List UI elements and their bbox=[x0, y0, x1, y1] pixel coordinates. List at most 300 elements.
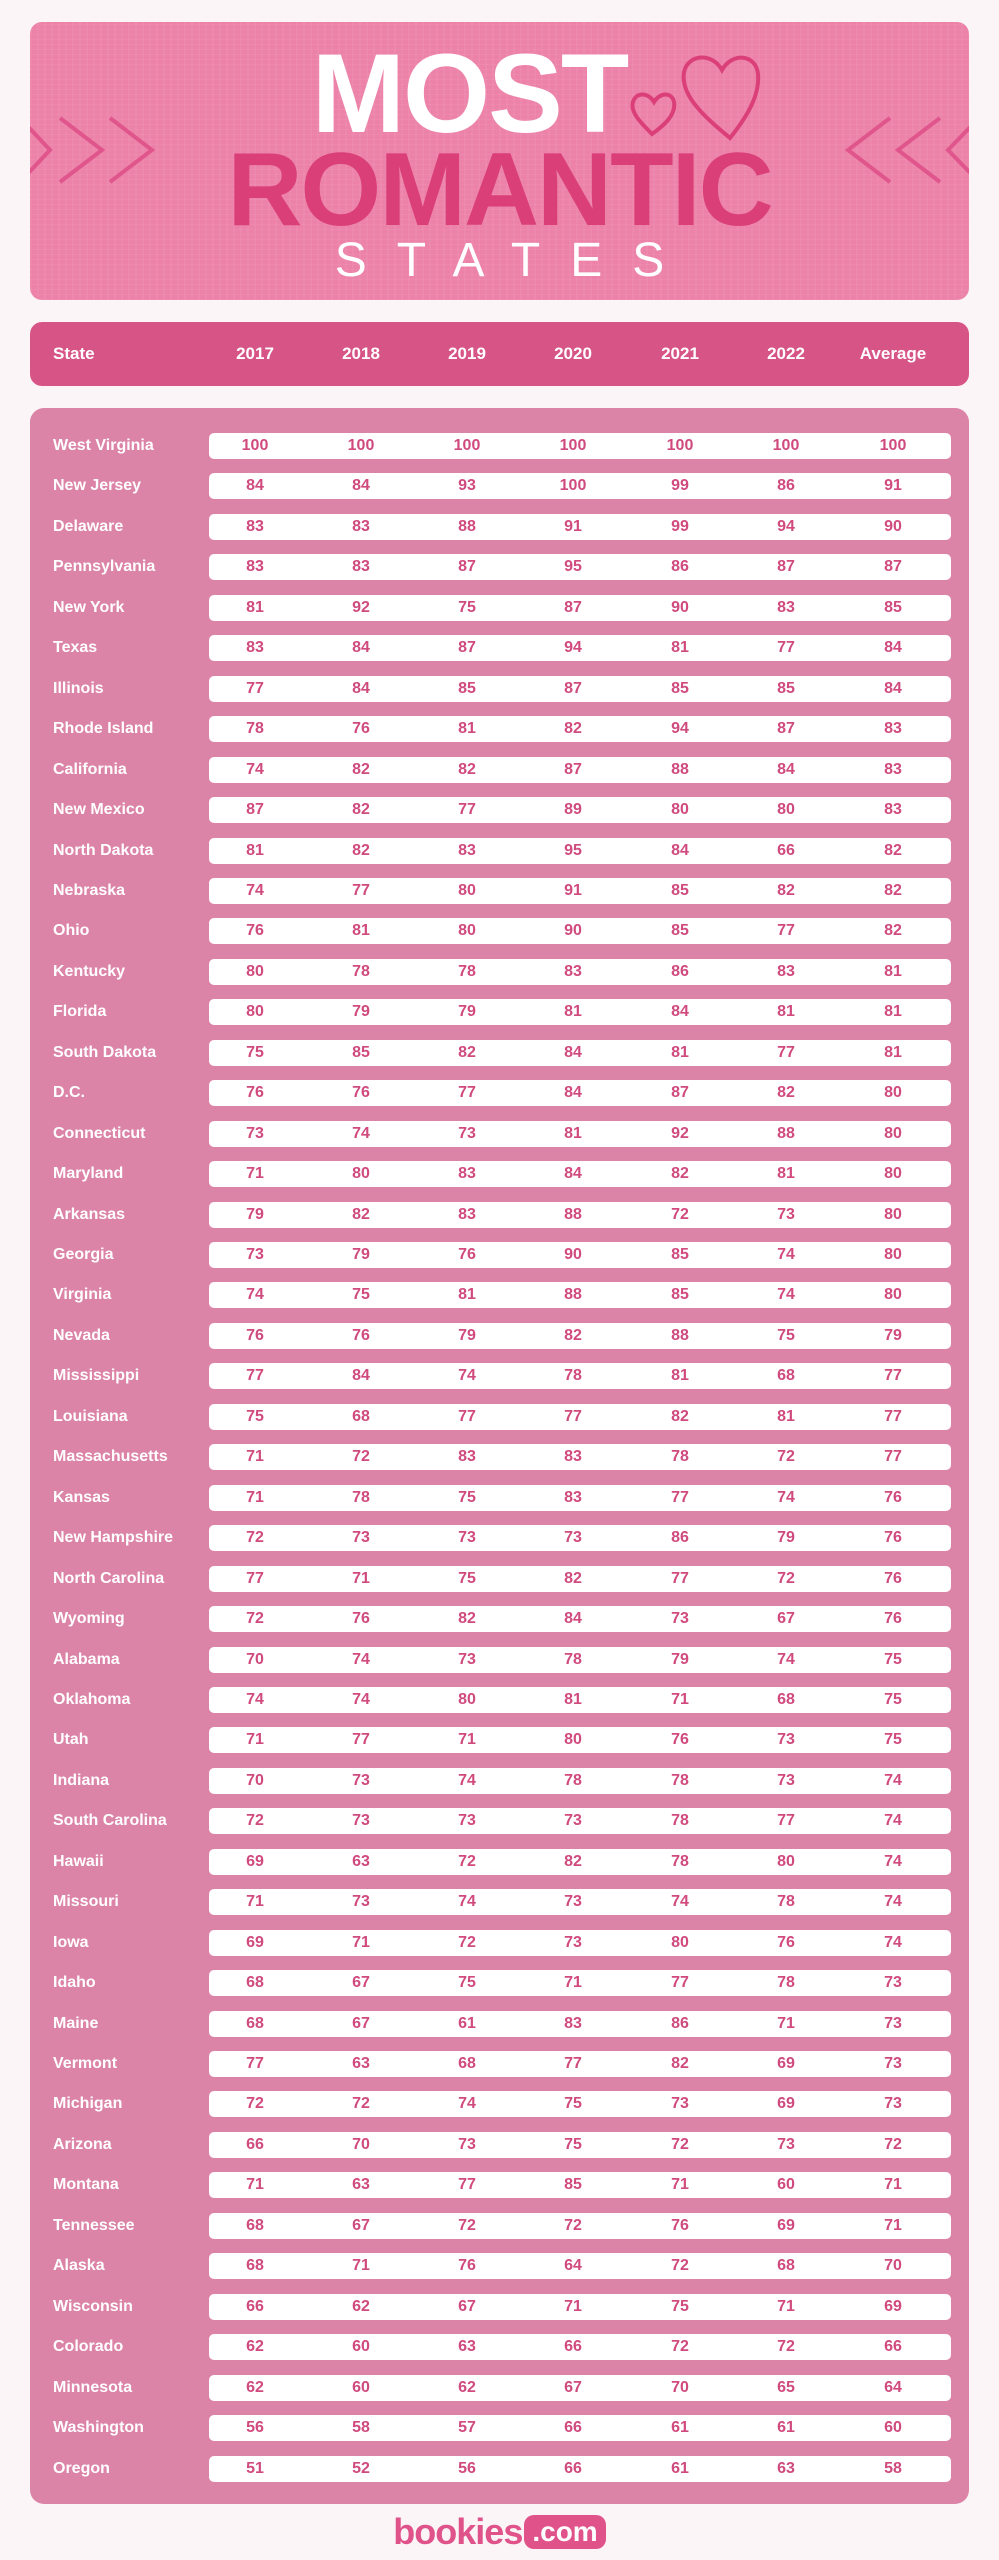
score-average: 75 bbox=[884, 1731, 902, 1749]
score-2017: 75 bbox=[246, 1043, 264, 1061]
score-2019: 81 bbox=[458, 1286, 476, 1304]
score-pill bbox=[209, 838, 951, 864]
table-row bbox=[30, 1363, 969, 1403]
score-2019: 75 bbox=[458, 1488, 476, 1506]
score-2021: 70 bbox=[671, 2378, 689, 2396]
title-banner bbox=[30, 22, 969, 300]
state-name: Idaho bbox=[53, 1974, 96, 1992]
state-name: Utah bbox=[53, 1731, 89, 1749]
score-2022: 77 bbox=[777, 639, 795, 657]
score-average: 71 bbox=[884, 2176, 902, 2194]
table-row bbox=[30, 514, 969, 554]
state-name: Delaware bbox=[53, 517, 124, 535]
score-2019: 74 bbox=[458, 1367, 476, 1385]
score-average: 84 bbox=[884, 639, 902, 657]
score-2020: 83 bbox=[564, 1448, 582, 1466]
score-2019: 100 bbox=[453, 437, 481, 454]
table-row bbox=[30, 878, 969, 918]
state-name: Rhode Island bbox=[53, 720, 154, 738]
score-pill bbox=[209, 878, 951, 904]
score-2018: 52 bbox=[352, 2459, 370, 2477]
score-2020: 84 bbox=[564, 1610, 582, 1628]
score-pill bbox=[209, 635, 951, 661]
state-name: Vermont bbox=[53, 2055, 118, 2072]
score-2022: 100 bbox=[772, 437, 800, 454]
score-2018: 63 bbox=[352, 2176, 370, 2194]
table-row bbox=[30, 1121, 969, 1161]
table-row bbox=[30, 1687, 969, 1727]
score-2021: 84 bbox=[671, 841, 689, 859]
state-name: Kentucky bbox=[53, 962, 126, 980]
score-2020: 75 bbox=[564, 2135, 582, 2153]
score-2022: 74 bbox=[777, 1246, 795, 1263]
score-2019: 56 bbox=[458, 2459, 476, 2477]
score-2022: 71 bbox=[777, 2014, 795, 2032]
score-2018: 60 bbox=[352, 2338, 370, 2356]
score-2019: 63 bbox=[458, 2338, 476, 2356]
score-2019: 79 bbox=[458, 1003, 476, 1021]
state-name: Kansas bbox=[53, 1488, 110, 1506]
state-name: Tennessee bbox=[53, 2216, 135, 2234]
score-pill bbox=[209, 1849, 951, 1875]
score-average: 73 bbox=[884, 2095, 902, 2113]
score-2020: 75 bbox=[564, 2095, 582, 2113]
score-pill bbox=[209, 797, 951, 823]
score-average: 80 bbox=[884, 1124, 902, 1142]
score-2017: 79 bbox=[246, 1205, 264, 1223]
score-2021: 76 bbox=[671, 2216, 689, 2234]
state-name: North Dakota bbox=[53, 841, 154, 859]
state-name: Connecticut bbox=[53, 1124, 146, 1142]
score-pill bbox=[209, 1768, 951, 1794]
state-name: North Carolina bbox=[53, 1569, 165, 1587]
score-2020: 94 bbox=[564, 639, 582, 657]
score-pill bbox=[209, 2172, 951, 2198]
table-row bbox=[30, 2294, 969, 2334]
score-pill bbox=[209, 2213, 951, 2239]
state-name: Pennsylvania bbox=[53, 558, 156, 576]
score-average: 82 bbox=[884, 922, 902, 940]
table-row bbox=[30, 676, 969, 716]
score-2020: 100 bbox=[559, 437, 587, 454]
score-2020: 83 bbox=[564, 962, 582, 980]
table-row bbox=[30, 1161, 969, 1201]
score-2022: 69 bbox=[777, 2055, 795, 2072]
score-2018: 63 bbox=[352, 2055, 370, 2072]
score-2018: 73 bbox=[352, 1529, 370, 1547]
score-2019: 82 bbox=[458, 1043, 476, 1061]
score-2020: 73 bbox=[564, 1529, 582, 1547]
bookies-logo bbox=[0, 2512, 999, 2552]
state-name: Nevada bbox=[53, 1326, 110, 1344]
state-name: Alabama bbox=[53, 1650, 120, 1668]
score-2021: 71 bbox=[671, 1690, 689, 1708]
table-row bbox=[30, 2456, 969, 2496]
score-2017: 69 bbox=[246, 1852, 264, 1870]
score-2019: 76 bbox=[458, 1246, 476, 1263]
score-average: 75 bbox=[884, 1690, 902, 1708]
title-romantic: ROMANTIC bbox=[227, 132, 772, 248]
score-2017: 68 bbox=[246, 2014, 264, 2032]
score-average: 84 bbox=[884, 679, 902, 697]
score-average: 81 bbox=[884, 1003, 902, 1021]
score-2019: 80 bbox=[458, 922, 476, 940]
score-2019: 74 bbox=[458, 2095, 476, 2113]
score-2018: 92 bbox=[352, 598, 370, 616]
score-2019: 73 bbox=[458, 1650, 476, 1668]
score-2017: 80 bbox=[246, 1003, 264, 1021]
score-2017: 62 bbox=[246, 2378, 264, 2396]
score-2021: 86 bbox=[671, 2014, 689, 2032]
score-average: 76 bbox=[884, 1529, 902, 1547]
score-2017: 74 bbox=[246, 760, 264, 778]
score-2018: 85 bbox=[352, 1043, 370, 1061]
score-2022: 82 bbox=[777, 1084, 795, 1102]
header-average: Average bbox=[859, 344, 927, 363]
score-2021: 81 bbox=[671, 1043, 689, 1061]
score-2018: 76 bbox=[352, 1084, 370, 1102]
score-2021: 82 bbox=[671, 2055, 689, 2072]
score-average: 82 bbox=[884, 841, 902, 859]
score-2021: 78 bbox=[671, 1852, 689, 1870]
score-2020: 81 bbox=[564, 1690, 582, 1708]
score-pill bbox=[209, 1161, 951, 1187]
score-2018: 79 bbox=[352, 1003, 370, 1021]
score-2018: 72 bbox=[352, 2095, 370, 2113]
score-2021: 86 bbox=[671, 558, 689, 576]
score-2017: 100 bbox=[241, 437, 269, 454]
score-2017: 75 bbox=[246, 1407, 264, 1425]
score-2018: 58 bbox=[352, 2419, 370, 2437]
score-2022: 61 bbox=[777, 2419, 795, 2437]
score-2021: 78 bbox=[671, 1448, 689, 1466]
score-2017: 71 bbox=[246, 1488, 264, 1506]
score-average: 73 bbox=[884, 1974, 902, 1992]
score-2021: 88 bbox=[671, 760, 689, 778]
score-2020: 73 bbox=[564, 1933, 582, 1951]
score-2017: 71 bbox=[246, 1165, 264, 1183]
score-2021: 85 bbox=[671, 1246, 689, 1263]
table-row bbox=[30, 2091, 969, 2131]
score-2017: 77 bbox=[246, 1569, 264, 1587]
score-2017: 70 bbox=[246, 1771, 264, 1789]
state-name: Texas bbox=[53, 639, 98, 657]
header-2020: 2020 bbox=[554, 344, 592, 363]
score-2017: 77 bbox=[246, 679, 264, 697]
score-2020: 81 bbox=[564, 1124, 582, 1142]
score-2018: 71 bbox=[352, 2257, 370, 2275]
score-2021: 75 bbox=[671, 2297, 689, 2315]
score-2020: 84 bbox=[564, 1084, 582, 1102]
state-name: Colorado bbox=[53, 2338, 124, 2356]
score-pill bbox=[209, 1080, 951, 1106]
score-pill bbox=[209, 1606, 951, 1632]
table-row bbox=[30, 2415, 969, 2455]
score-2018: 76 bbox=[352, 1610, 370, 1628]
table-row bbox=[30, 1444, 969, 1484]
state-name: Alaska bbox=[53, 2257, 105, 2275]
score-average: 73 bbox=[884, 2055, 902, 2072]
table-row bbox=[30, 838, 969, 878]
score-average: 73 bbox=[884, 2014, 902, 2032]
score-2020: 85 bbox=[564, 2176, 582, 2194]
table-row bbox=[30, 2051, 969, 2091]
score-2022: 77 bbox=[777, 1043, 795, 1061]
table-row bbox=[30, 1080, 969, 1120]
table-row bbox=[30, 1040, 969, 1080]
score-2021: 71 bbox=[671, 2176, 689, 2194]
score-2021: 78 bbox=[671, 1812, 689, 1830]
score-2019: 68 bbox=[458, 2055, 476, 2072]
score-average: 83 bbox=[884, 760, 902, 778]
score-2017: 83 bbox=[246, 517, 264, 535]
score-average: 64 bbox=[884, 2378, 902, 2396]
score-average: 85 bbox=[884, 598, 902, 616]
score-2022: 60 bbox=[777, 2176, 795, 2194]
score-2017: 74 bbox=[246, 1690, 264, 1708]
score-2022: 78 bbox=[777, 1974, 795, 1992]
score-2018: 84 bbox=[352, 679, 370, 697]
score-2021: 77 bbox=[671, 1569, 689, 1587]
score-2019: 83 bbox=[458, 1448, 476, 1466]
state-name: New Mexico bbox=[53, 801, 145, 819]
score-2018: 82 bbox=[352, 841, 370, 859]
score-2019: 73 bbox=[458, 1124, 476, 1142]
score-pill bbox=[209, 2375, 951, 2401]
score-2017: 77 bbox=[246, 2055, 264, 2072]
score-2022: 63 bbox=[777, 2459, 795, 2477]
table-row bbox=[30, 635, 969, 675]
score-2021: 100 bbox=[666, 437, 694, 454]
table-row bbox=[30, 1727, 969, 1767]
score-pill bbox=[209, 1404, 951, 1430]
state-name: Washington bbox=[53, 2419, 144, 2437]
score-2021: 82 bbox=[671, 1407, 689, 1425]
score-average: 74 bbox=[884, 1771, 902, 1789]
state-name: D.C. bbox=[53, 1084, 85, 1102]
score-pill bbox=[209, 1687, 951, 1713]
score-pill bbox=[209, 1970, 951, 1996]
score-2019: 72 bbox=[458, 1933, 476, 1951]
score-2020: 83 bbox=[564, 2014, 582, 2032]
state-name: South Dakota bbox=[53, 1043, 157, 1061]
score-average: 77 bbox=[884, 1448, 902, 1466]
score-2017: 68 bbox=[246, 2257, 264, 2275]
state-name: Indiana bbox=[53, 1771, 110, 1789]
table-row bbox=[30, 1768, 969, 1808]
state-name: Florida bbox=[53, 1003, 107, 1021]
title-states: STATES bbox=[334, 234, 695, 287]
score-2018: 84 bbox=[352, 639, 370, 657]
score-2019: 61 bbox=[458, 2014, 476, 2032]
score-2019: 74 bbox=[458, 1893, 476, 1911]
logo-badge: .com bbox=[524, 2515, 605, 2549]
score-2020: 90 bbox=[564, 1246, 582, 1263]
score-pill bbox=[209, 2091, 951, 2117]
score-average: 91 bbox=[884, 477, 902, 495]
score-2021: 72 bbox=[671, 2257, 689, 2275]
score-2020: 84 bbox=[564, 1165, 582, 1183]
score-2017: 71 bbox=[246, 1731, 264, 1749]
score-pill bbox=[209, 1323, 951, 1349]
score-2019: 82 bbox=[458, 760, 476, 778]
state-name: Missouri bbox=[53, 1893, 119, 1911]
score-2022: 77 bbox=[777, 1812, 795, 1830]
score-2018: 72 bbox=[352, 1448, 370, 1466]
score-2018: 82 bbox=[352, 1205, 370, 1223]
state-name: New Hampshire bbox=[53, 1529, 174, 1547]
score-2022: 77 bbox=[777, 922, 795, 940]
score-2019: 77 bbox=[458, 1084, 476, 1102]
score-2018: 84 bbox=[352, 477, 370, 495]
score-2022: 73 bbox=[777, 2135, 795, 2153]
score-2019: 85 bbox=[458, 679, 476, 697]
state-name: Minnesota bbox=[53, 2378, 133, 2396]
score-pill bbox=[209, 514, 951, 540]
score-average: 80 bbox=[884, 1084, 902, 1102]
score-2017: 73 bbox=[246, 1124, 264, 1142]
score-2018: 73 bbox=[352, 1812, 370, 1830]
score-2022: 73 bbox=[777, 1771, 795, 1789]
score-2022: 66 bbox=[777, 841, 795, 859]
score-2019: 73 bbox=[458, 1812, 476, 1830]
state-name: Louisiana bbox=[53, 1407, 128, 1425]
score-2017: 76 bbox=[246, 1326, 264, 1344]
table-row bbox=[30, 1404, 969, 1444]
score-2021: 85 bbox=[671, 881, 689, 899]
score-average: 75 bbox=[884, 1650, 902, 1668]
score-pill bbox=[209, 1242, 951, 1268]
score-2018: 84 bbox=[352, 1367, 370, 1385]
table-row bbox=[30, 1566, 969, 1606]
score-2019: 83 bbox=[458, 841, 476, 859]
score-2019: 81 bbox=[458, 720, 476, 738]
score-2022: 78 bbox=[777, 1893, 795, 1911]
score-2020: 72 bbox=[564, 2216, 582, 2234]
table-row bbox=[30, 1930, 969, 1970]
score-2018: 82 bbox=[352, 801, 370, 819]
score-2018: 81 bbox=[352, 922, 370, 940]
score-2019: 74 bbox=[458, 1771, 476, 1789]
score-2018: 78 bbox=[352, 1488, 370, 1506]
table-row bbox=[30, 1242, 969, 1282]
score-2018: 70 bbox=[352, 2135, 370, 2153]
score-2020: 100 bbox=[559, 477, 587, 495]
score-2018: 60 bbox=[352, 2378, 370, 2396]
score-2022: 79 bbox=[777, 1529, 795, 1547]
score-pill bbox=[209, 2294, 951, 2320]
table-row bbox=[30, 2253, 969, 2293]
table-row bbox=[30, 1606, 969, 1646]
score-2019: 76 bbox=[458, 2257, 476, 2275]
score-2021: 81 bbox=[671, 639, 689, 657]
score-pill bbox=[209, 1647, 951, 1673]
state-name: Illinois bbox=[53, 679, 104, 697]
score-pill bbox=[209, 554, 951, 580]
score-2018: 74 bbox=[352, 1690, 370, 1708]
score-2017: 68 bbox=[246, 1974, 264, 1992]
state-name: California bbox=[53, 760, 127, 778]
score-2017: 87 bbox=[246, 801, 264, 819]
score-2018: 62 bbox=[352, 2297, 370, 2315]
score-average: 74 bbox=[884, 1933, 902, 1951]
score-2020: 66 bbox=[564, 2459, 582, 2477]
table-row bbox=[30, 554, 969, 594]
score-pill bbox=[209, 473, 951, 499]
score-2020: 91 bbox=[564, 881, 582, 899]
table-row bbox=[30, 757, 969, 797]
header-2021: 2021 bbox=[661, 344, 699, 363]
score-average: 100 bbox=[879, 437, 907, 454]
table-row bbox=[30, 473, 969, 513]
score-2017: 56 bbox=[246, 2419, 264, 2437]
score-pill bbox=[209, 1727, 951, 1753]
score-average: 79 bbox=[884, 1326, 902, 1344]
score-2022: 69 bbox=[777, 2095, 795, 2113]
state-name: Oklahoma bbox=[53, 1690, 131, 1708]
score-2019: 87 bbox=[458, 639, 476, 657]
score-2021: 80 bbox=[671, 801, 689, 819]
score-2018: 67 bbox=[352, 1974, 370, 1992]
state-name: Montana bbox=[53, 2176, 119, 2194]
score-2019: 79 bbox=[458, 1326, 476, 1344]
state-name: Nebraska bbox=[53, 881, 126, 899]
score-average: 80 bbox=[884, 1165, 902, 1183]
score-pill bbox=[209, 999, 951, 1025]
score-average: 80 bbox=[884, 1246, 902, 1263]
score-2022: 81 bbox=[777, 1165, 795, 1183]
state-name: West Virginia bbox=[53, 437, 154, 454]
score-2022: 72 bbox=[777, 2338, 795, 2356]
score-2018: 73 bbox=[352, 1893, 370, 1911]
score-2019: 77 bbox=[458, 1407, 476, 1425]
score-pill bbox=[209, 1202, 951, 1228]
table-row bbox=[30, 1323, 969, 1363]
score-2021: 85 bbox=[671, 922, 689, 940]
score-average: 76 bbox=[884, 1569, 902, 1587]
score-2017: 73 bbox=[246, 1246, 264, 1263]
score-pill bbox=[209, 2415, 951, 2441]
score-2018: 67 bbox=[352, 2014, 370, 2032]
table-row bbox=[30, 1647, 969, 1687]
score-pill bbox=[209, 1363, 951, 1389]
score-2020: 83 bbox=[564, 1488, 582, 1506]
score-2020: 82 bbox=[564, 720, 582, 738]
score-2021: 82 bbox=[671, 1165, 689, 1183]
score-2022: 75 bbox=[777, 1326, 795, 1344]
table-row bbox=[30, 1525, 969, 1565]
table-row bbox=[30, 918, 969, 958]
table-row bbox=[30, 1970, 969, 2010]
score-2019: 83 bbox=[458, 1165, 476, 1183]
score-average: 87 bbox=[884, 558, 902, 576]
score-2020: 84 bbox=[564, 1043, 582, 1061]
score-pill bbox=[209, 1121, 951, 1147]
score-2018: 77 bbox=[352, 1731, 370, 1749]
score-2020: 87 bbox=[564, 598, 582, 616]
table-row bbox=[30, 959, 969, 999]
score-average: 83 bbox=[884, 801, 902, 819]
score-2017: 76 bbox=[246, 1084, 264, 1102]
score-pill bbox=[209, 2051, 951, 2077]
score-2022: 88 bbox=[777, 1124, 795, 1142]
score-2018: 78 bbox=[352, 962, 370, 980]
score-2022: 82 bbox=[777, 881, 795, 899]
score-average: 70 bbox=[884, 2257, 902, 2275]
score-2020: 73 bbox=[564, 1812, 582, 1830]
score-pill bbox=[209, 1930, 951, 1956]
score-2022: 72 bbox=[777, 1569, 795, 1587]
